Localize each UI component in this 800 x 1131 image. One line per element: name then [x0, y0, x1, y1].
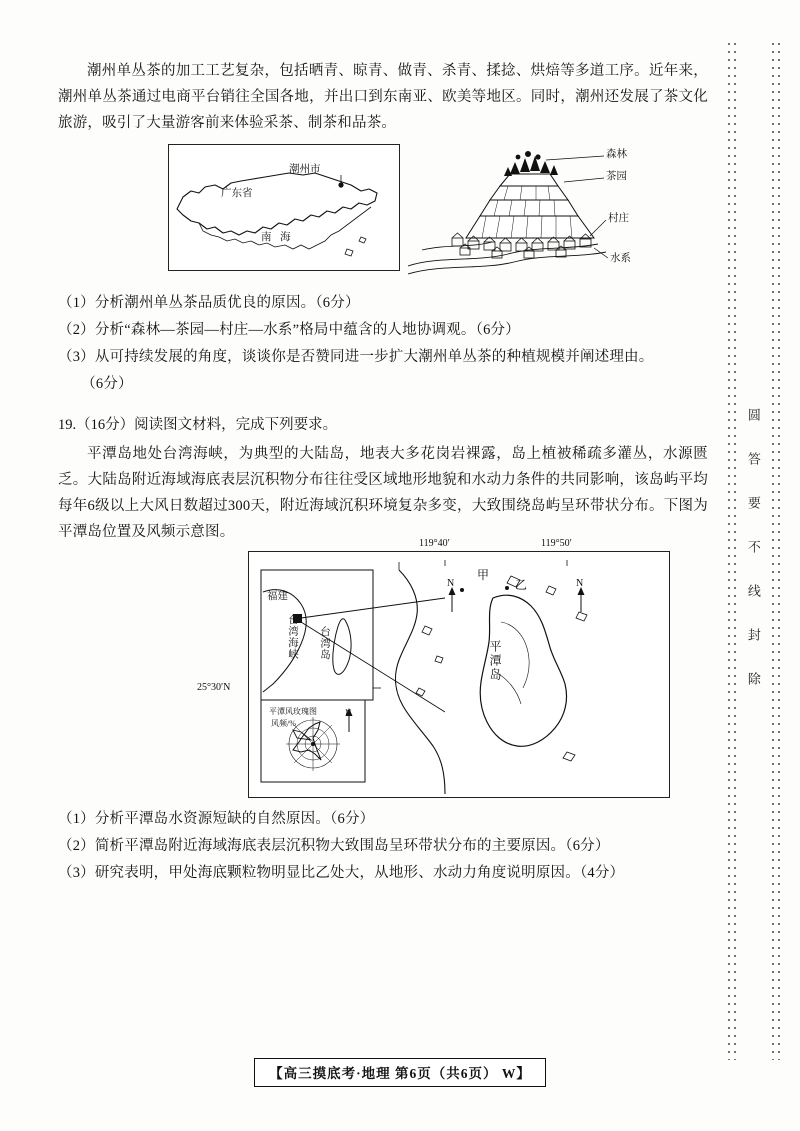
paragraph-tea-processing: 潮州单丛茶的加工工艺复杂，包括晒青、晾青、做青、杀青、揉捻、烘焙等多道工序。近年来，潮州单丛茶通过电商平台销往全国各地，并出口到东南亚、欧美等地区。同时，潮州还发展了茶文化旅游，吸引了大量游客前来体验采茶、制茶和品茶。	[58, 63, 708, 131]
dotted-line-left	[726, 40, 736, 1060]
q19-paragraph: 平潭岛地处台湾海峡，为典型的大陆岛，地表大多花岗岩裸露，岛上植被稀疏多灌丛，水源匮乏。大陆岛附近海域海底表层沉积物分布往往受区域地形地貌和水动力条件的共同影响，该岛屿平均每年6级以上大风日数超过300天，附近海域沉积环境复杂多变，大致围绕岛屿呈环带状分布。下图为平潭岛位置及风频示意图。	[58, 446, 708, 540]
label-north-main-left: N	[447, 578, 455, 589]
label-taiwan-island: 台湾岛	[319, 626, 330, 661]
label-north-main-right: N	[576, 578, 584, 589]
q18-item-1: （1）分析潮州单丛茶品质优良的原因。（6分）	[58, 295, 360, 311]
label-fujian: 福建	[267, 591, 288, 602]
q19-item-3: （3）研究表明，甲处海底颗粒物明显比乙处大，从地形、水动力角度说明原因。（4分）	[58, 865, 625, 881]
binding-edge-band	[726, 40, 780, 1060]
binding-edge-text	[736, 40, 770, 1060]
label-taiwan-strait: 台湾海峡	[287, 614, 298, 660]
terrace-section-diagram	[408, 138, 648, 278]
dotted-line-right	[770, 40, 780, 1060]
label-pingtan-island: 平潭岛	[488, 640, 502, 682]
page-footer	[0, 1058, 800, 1087]
label-village: 村庄	[608, 213, 629, 224]
label-wind-rose-unit: 风频/%	[271, 719, 296, 728]
footer-label: 【高三摸底考·地理 第6页（共6页） W】	[254, 1058, 546, 1087]
pingtan-map-svg	[249, 552, 667, 795]
label-south-china-sea: 南 海	[261, 232, 294, 243]
guangdong-map-svg	[169, 145, 397, 268]
label-chaozhou-city: 潮州市	[289, 164, 321, 175]
q19-heading: 19.（16分）阅读图文材料，完成下列要求。	[58, 417, 338, 433]
binding-edge-label: 圆 答 要 不 线 封 除	[745, 407, 761, 693]
label-latitude-25-30: 25°30′N	[197, 682, 231, 693]
main-content-column	[58, 58, 708, 887]
label-forest: 森林	[606, 149, 627, 160]
label-north-rose: N	[345, 708, 352, 718]
q18-item-3: （3）从可持续发展的角度，谈谈你是否赞同进一步扩大潮州单丛茶的种植规模并阐述理由。	[58, 349, 654, 365]
figure-pingtan-island-map	[197, 538, 670, 798]
q18-item-2: （2）分析“森林—茶园—村庄—水系”格局中蕴含的人地协调观。（6分）	[58, 322, 520, 338]
label-longitude-119-50: 119°50′	[541, 538, 572, 549]
label-longitude-119-40: 119°40′	[419, 538, 450, 549]
figure-guangdong-and-terrace-diagram	[168, 144, 648, 284]
label-tea-garden: 茶园	[606, 171, 627, 182]
q18-item-3-cont: （6分）	[81, 376, 133, 392]
label-water-system: 水系	[610, 253, 631, 264]
q19-item-1: （1）分析平潭岛水资源短缺的自然原因。（6分）	[58, 811, 375, 827]
label-point-yi: 乙	[515, 578, 528, 592]
guangdong-map-box	[168, 144, 400, 271]
q19-item-2: （2）简析平潭岛附近海域海底表层沉积物大致围岛呈环带状分布的主要原因。（6分）	[58, 838, 610, 854]
label-guangdong-province: 广东省	[221, 188, 253, 199]
label-wind-rose-title: 平潭风玫瑰图	[269, 707, 317, 716]
label-point-jia: 甲	[477, 568, 490, 582]
